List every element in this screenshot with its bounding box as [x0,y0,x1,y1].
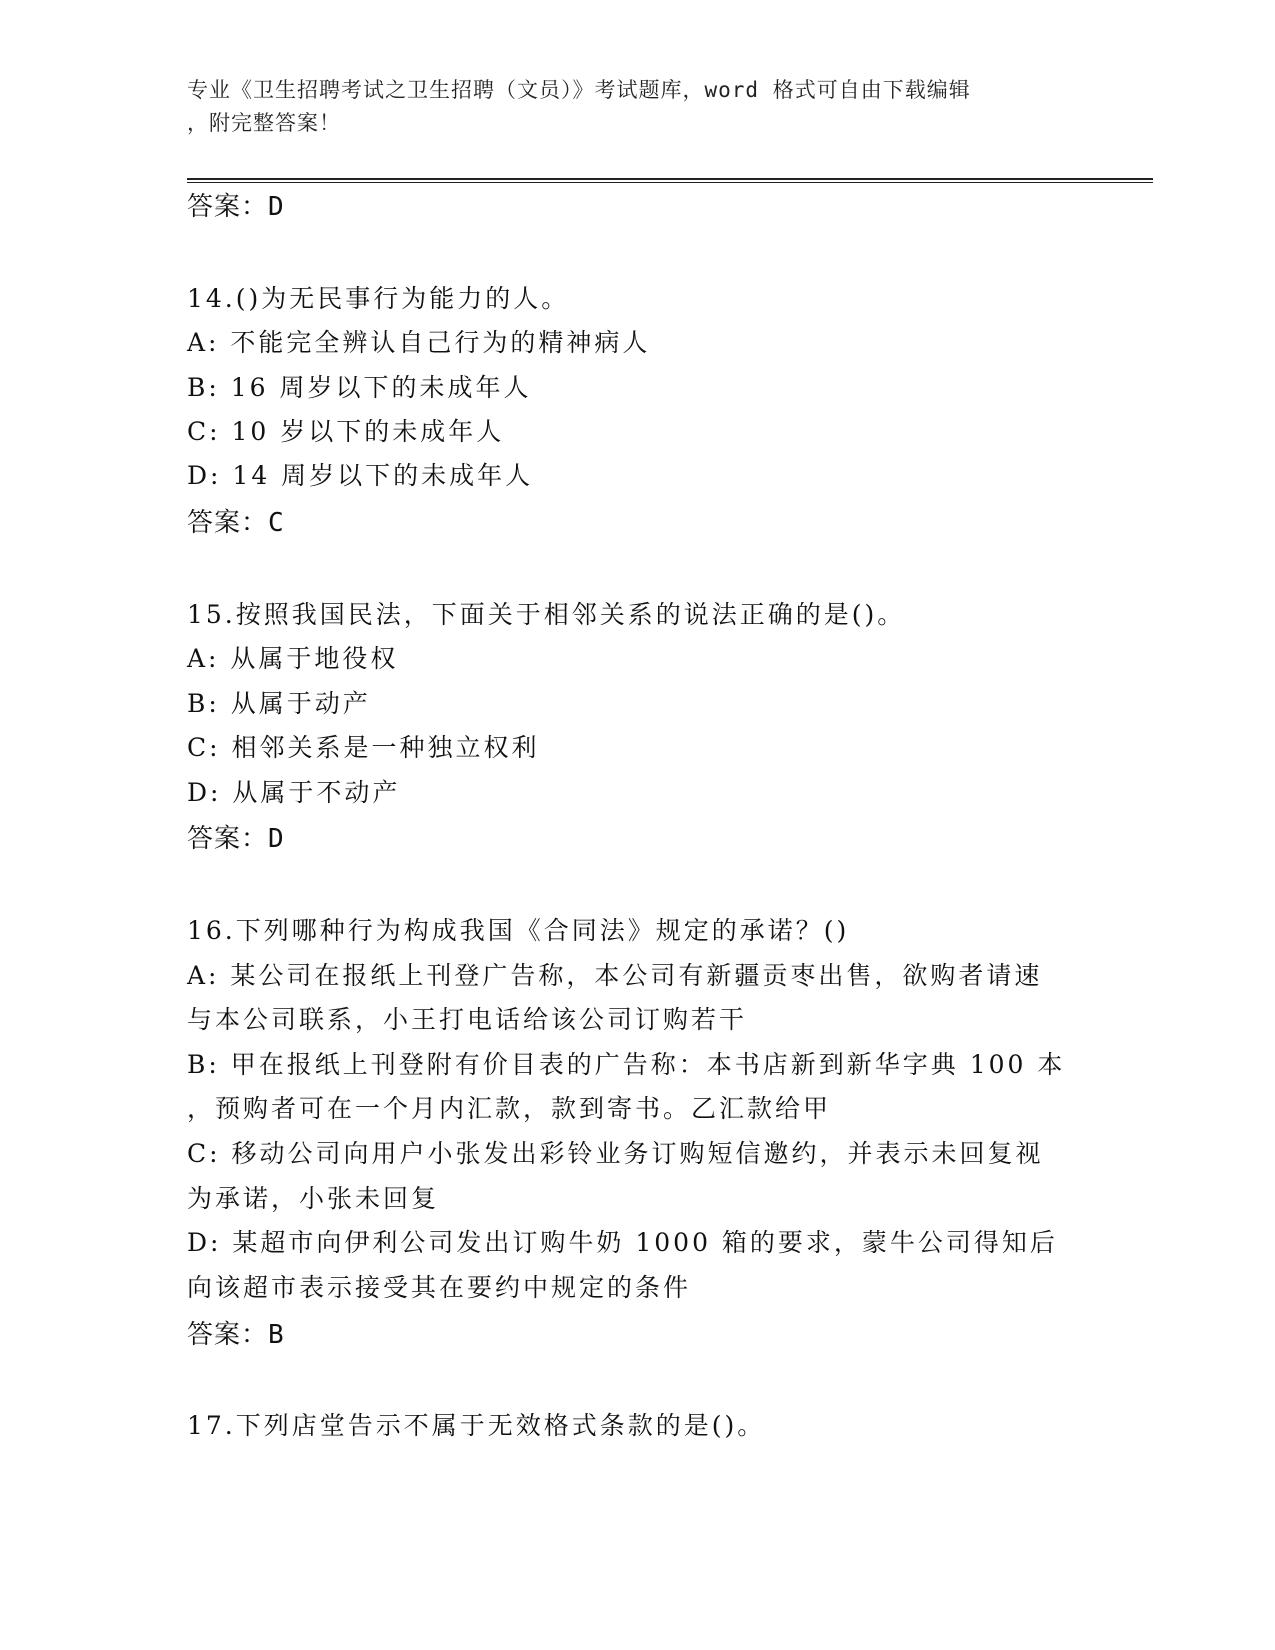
question-15-option-d: D: 从属于不动产 [187,778,401,807]
question-14-option-b: B: 16 周岁以下的未成年人 [187,373,532,402]
header-divider-thin [187,182,1153,183]
question-17-stem: 17.下列店堂告示不属于无效格式条款的是()。 [187,1411,766,1440]
document-header [187,74,1067,140]
question-16-option-c: C: 移动公司向用户小张发出彩铃业务订购短信邀约，并表示未回复视 [187,1139,1044,1168]
question-14-stem: 14.()为无民事行为能力的人。 [187,284,570,313]
question-16-option-c-cont: 为承诺，小张未回复 [187,1184,440,1213]
question-14-option-a: A: 不能完全辨认自己行为的精神病人 [187,328,651,357]
answer-q16: 答案：B [187,1320,285,1350]
question-16-option-d-cont: 向该超市表示接受其在要约中规定的条件 [187,1273,692,1302]
question-15-option-c: C: 相邻关系是一种独立权利 [187,733,540,762]
header-divider [187,178,1153,180]
question-16-option-b-cont: ，预购者可在一个月内汇款，款到寄书。乙汇款给甲 [187,1094,832,1123]
question-16-option-a: A: 某公司在报纸上刊登广告称，本公司有新疆贡枣出售，欲购者请速 [187,961,1043,990]
question-16-option-d: D: 某超市向伊利公司发出订购牛奶 1000 箱的要求，蒙牛公司得知后 [187,1228,1058,1257]
answer-q15: 答案：D [187,824,285,854]
question-16-option-a-cont: 与本公司联系，小王打电话给该公司订购若干 [187,1005,748,1034]
question-15-option-a: A: 从属于地役权 [187,644,399,673]
question-15-option-b: B: 从属于动产 [187,689,371,718]
answer-q14: 答案：C [187,508,285,538]
question-16-option-b: B: 甲在报纸上刊登附有价目表的广告称：本书店新到新华字典 100 本 [187,1050,1066,1079]
question-14-option-c: C: 10 岁以下的未成年人 [187,417,505,446]
question-14-option-d: D: 14 周岁以下的未成年人 [187,461,534,490]
question-15-stem: 15.按照我国民法，下面关于相邻关系的说法正确的是()。 [187,600,906,629]
header-line-1: 专业《卫生招聘考试之卫生招聘（文员）》考试题库，word 格式可自由下载编辑 [187,78,971,102]
answer-q13: 答案：D [187,192,285,222]
header-line-2: ，附完整答案！ [187,111,341,135]
question-16-stem: 16.下列哪种行为构成我国《合同法》规定的承诺？() [187,916,850,945]
